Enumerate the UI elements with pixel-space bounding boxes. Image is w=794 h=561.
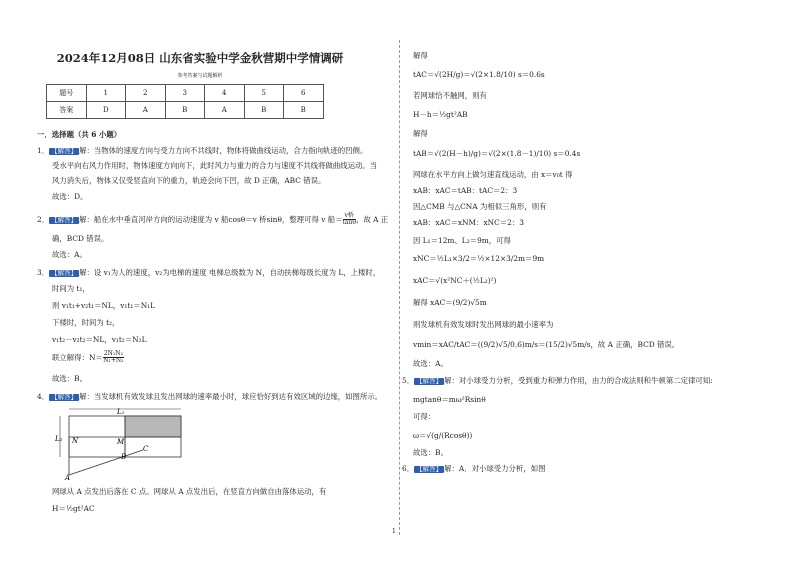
right-line7: 网球在水平方向上做匀速直线运动，由 x＝v₀t 得 xyxy=(413,170,573,179)
column-divider xyxy=(399,40,400,535)
right-line10: xAB：xAC＝xNM：xNC＝2：3 xyxy=(413,218,524,227)
table-cell: 1 xyxy=(86,85,126,102)
q3-line6: 联立解得：N＝ $\frac{\text{2N₁N₂}}{\text{N₁+N₂}}$ xyxy=(52,350,124,365)
table-cell: D xyxy=(86,102,126,119)
label-C: C xyxy=(143,445,149,453)
table-cell: A xyxy=(205,102,245,119)
table-cell: 2 xyxy=(126,85,166,102)
right-line12: xNC＝½L₁×3/2＝½×12×3/2m＝9m xyxy=(413,254,545,263)
right-line15: 则发球机有效发球时发出网球的最小速率为 xyxy=(413,320,554,329)
tennis-court-diagram xyxy=(55,405,195,481)
q3-line2: 时间为 t₁， xyxy=(52,284,90,293)
q5-line3: 可得： xyxy=(413,412,436,421)
q1-line2: 受水平向右风力作用时，物体速度方向向下，此时风力与重力的合力与速度不共线将做曲线运动。当 xyxy=(52,161,378,170)
q4-line1: 4． 【解答】 解：当发球机有效发球且发出网球的速率最小时，球应恰好到达有效区域的边缘，如图所示。 xyxy=(37,392,383,401)
question-number: 1． xyxy=(37,146,50,155)
q5-line4: ω＝√(g/(Rcosθ)) xyxy=(413,431,473,440)
right-line14: 解得 xAC＝(9/2)√5m xyxy=(413,298,487,307)
q5-answer: 故选：B。 xyxy=(413,448,448,457)
table-cell: 5 xyxy=(244,85,284,102)
q3-line5: v₁t₂－v₂t₂＝NL，v₁t₂＝N₂L xyxy=(52,335,147,344)
q3-line4: 下楼时，时间为 t₂， xyxy=(52,318,120,327)
table-cell: B xyxy=(284,102,324,119)
page-number: 1 xyxy=(392,528,396,535)
q4-formula1: H＝½gt²AC xyxy=(52,504,95,513)
answer-tag: 【解答】 xyxy=(51,393,78,401)
label-L2: L₂ xyxy=(55,435,63,443)
table-cell: A xyxy=(126,102,166,119)
label-L1: L₁ xyxy=(117,408,125,416)
q1-answer: 故选：D。 xyxy=(52,192,88,201)
right-line11: 因 L₁＝12m、L₂＝9m，可得 xyxy=(413,236,511,245)
right-line13: xAC＝√(x²NC＋(½L₂)²) xyxy=(413,276,497,285)
question-number: 6． xyxy=(402,464,415,473)
answer-tag: 【解答】 xyxy=(51,215,78,224)
page-title: 2024年12月08日 山东省实验中学金秋营期中学情调研 xyxy=(56,51,344,65)
answer-tag: 【解答】 xyxy=(51,269,78,277)
right-line1: 解得 xyxy=(413,51,428,60)
table-cell: B xyxy=(165,102,205,119)
q3-line1: 3． 【解答】 解：设 v₁为人的速度，v₂为电梯的速度 电梯总级数为 N，自动扶梯每级长度为 L，上楼时， xyxy=(37,268,381,277)
question-number: 4． xyxy=(37,392,50,401)
question-number: 2． xyxy=(37,214,50,224)
q1-line3: 风力消失后，物体又仅受竖直向下的重力，轨迹会向下凹，故 D 正确，ABC 错误。 xyxy=(52,176,326,185)
q1-line1: 1． 【解答】 解：当物体的速度方向与受力方向不共线时，物体将做曲线运动，合力指向轨迹的凹侧。 xyxy=(37,146,368,155)
page-subtitle: 参考答案与试题解析 xyxy=(177,73,223,79)
label-A: A xyxy=(65,474,71,481)
answer-table-row xyxy=(47,102,324,119)
answer-table xyxy=(46,84,324,119)
label-M: M xyxy=(117,438,125,446)
table-cell: 题号 xyxy=(47,85,87,102)
q2-line2: 确，BCD 错误。 xyxy=(52,234,109,243)
table-cell: 6 xyxy=(284,85,324,102)
question-number: 3． xyxy=(37,268,50,277)
answer-tag: 【解答】 xyxy=(416,377,443,385)
table-cell: 4 xyxy=(205,85,245,102)
question-number: 5． xyxy=(402,376,415,385)
q3-answer: 故选：B。 xyxy=(52,374,87,383)
q2-line1: 2． 【解答】 解：船在水中垂直河岸方向的运动速度为 v 船cosθ＝v 桥sinθ，整理可得 v 船＝ $\frac{\text{v桥}}{\tan\theta}$ ，故 A 正 xyxy=(37,212,389,227)
fraction: $\frac{\text{2N₁N₂}}{\text{N₁+N₂}}$ xyxy=(103,350,124,365)
section-title: 一．选择题（共 6 小题） xyxy=(37,130,122,139)
right-line5: 解得 xyxy=(413,129,428,138)
q3-line3: 则 v₁t₁+v₂t₁＝NL，v₁t₁＝N₁L xyxy=(52,301,156,310)
q6-line1: 6． 【解答】 解：A．对小球受力分析，如图 xyxy=(402,464,546,473)
right-line3: 若网球恰不触网，则有 xyxy=(413,91,487,100)
right-line16: vmin＝xAC/tAC＝((9/2)√5/0.6)m/s＝(15/2)√5m/s，故 A 正确，BCD 错误。 xyxy=(413,340,680,349)
table-cell: 答案 xyxy=(47,102,87,119)
right-line6: tAB＝√(2(H－h)/g)＝√(2×(1.8－1)/10) s＝0.4s xyxy=(413,149,581,158)
label-B: B xyxy=(121,453,127,461)
q5-line1: 5． 【解答】 解：对小球受力分析，受到重力和弹力作用，由力的合成法则和牛顿第二定律可知: xyxy=(402,376,713,385)
label-N: N xyxy=(72,437,79,445)
table-cell: B xyxy=(244,102,284,119)
answer-tag: 【解答】 xyxy=(416,465,443,473)
answer-table-row xyxy=(47,85,324,102)
q2-answer: 故选：A。 xyxy=(52,250,87,259)
answer-tag: 【解答】 xyxy=(51,147,78,155)
q4-line2: 网球从 A 点发出后落在 C 点。网球从 A 点发出后，在竖直方向做自由落体运动，有 xyxy=(52,487,327,496)
right-line4: H－h＝½gt²AB xyxy=(413,110,468,119)
fraction: $\frac{\text{v桥}}{\tan\theta}$ xyxy=(342,212,356,227)
right-line17: 故选：A。 xyxy=(413,359,448,368)
right-line9: 因△CMB 与△CNA 为相似三角形，则有 xyxy=(413,202,547,211)
right-line2: tAC＝√(2H/g)＝√(2×1.8/10) s＝0.6s xyxy=(413,70,545,79)
q5-line2: mgtanθ＝mω²Rsinθ xyxy=(413,395,486,404)
table-cell: 3 xyxy=(165,85,205,102)
right-line8: xAB：xAC＝tAB：tAC＝2：3 xyxy=(413,186,518,195)
